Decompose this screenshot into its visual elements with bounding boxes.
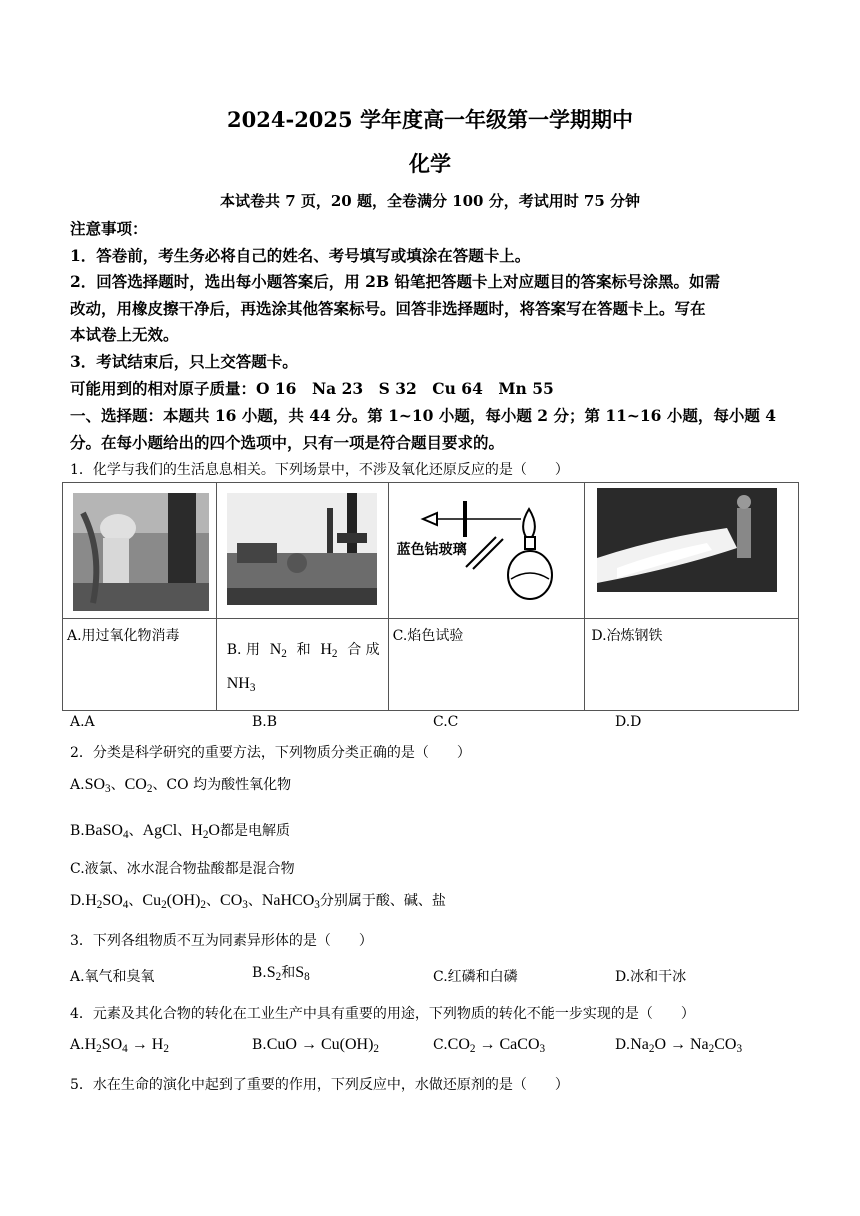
cobalt-glass-label: 蓝色钴玻璃 [396, 542, 467, 558]
formula-n2: $N_2$ [269, 641, 287, 660]
q1-stem: 1．化学与我们的生活息息相关。下列场景中，不涉及氧化还原反应的是（ ） [70, 462, 569, 478]
q1-option-c[interactable]: C.C [433, 714, 459, 730]
q2-option-a-text: 均为酸性氧化物 [193, 777, 292, 793]
q4-stem: 4．元素及其化合物的转化在工业生产中具有重要的用途，下列物质的转化不能一步实现的是（ ） [70, 1006, 695, 1022]
section-1-line1: 一、选择题：本题共 16 小题，共 44 分。第 1~10 小题，每小题 2 分；第 11~16 小题，每小题 4 [70, 406, 777, 425]
exam-title: 2024-2025 学年度高一年级第一学期期中 [227, 107, 633, 132]
q1-cell-a-label: A.用过氧化物消毒 [67, 628, 180, 644]
q1-cell-d-label: D.冶炼钢铁 [591, 628, 663, 644]
disinfection-photo [73, 493, 209, 611]
note-2-line3: 本试卷上无效。 [70, 325, 179, 344]
q1-cell-b [216, 619, 388, 711]
note-2-line2: 改动，用橡皮擦干净后，再选涂其他答案标号。回答非选择题时，将答案写在答题卡上。写在 [70, 299, 706, 318]
subject-title: 化学 [409, 151, 451, 176]
section-1-line2: 分。在每小题给出的四个选项中，只有一项是符合题目要求的。 [70, 433, 505, 452]
q1-cell-d [585, 619, 799, 711]
q3-option-b[interactable]: $B.S_2$和$S_8$ [252, 964, 310, 983]
q3-option-b-and: 和 [281, 965, 296, 981]
q1-option-b[interactable]: B.B [252, 714, 278, 730]
atomic-masses: 可能用到的相对原子质量：O 16 Na 23 S 32 Cu 64 Mn 55 [70, 379, 554, 398]
alcohol-lamp-icon [508, 551, 552, 599]
q4-option-b[interactable]: $B.CuO \to Cu(OH)_2$ [252, 1036, 380, 1055]
q1-image-cell-b [216, 483, 388, 619]
note-2-line1: 2．回答选择题时，选出每小题答案后，用 2B 铅笔把答题卡上对应题目的答案标号涂黑。如需 [70, 272, 720, 291]
q3-option-a[interactable]: A.氧气和臭氧 [70, 969, 155, 985]
q1-cell-c [388, 619, 585, 711]
q2-option-b-text: 都是电解质 [219, 823, 290, 839]
q5-stem: 5．水在生命的演化中起到了重要的作用，下列反应中，水做还原剂的是（ ） [70, 1077, 569, 1093]
ammonia-plant-photo [227, 493, 377, 605]
q1-image-cell-c [388, 483, 585, 619]
q1-option-d[interactable]: D.D [615, 714, 642, 730]
q1-cell-a [63, 619, 217, 711]
q2-option-d[interactable]: $D.H_2SO_4$、$Cu_2(OH)_2$、$CO_3$、NaHCO$_3$分别属于酸、碱、盐 [70, 892, 446, 911]
q2-option-d-text: 分别属于酸、碱、盐 [319, 893, 446, 909]
q2-option-a[interactable]: $A.SO_3$、$CO_2$、CO 均为酸性氧化物 [70, 776, 292, 795]
formula-h2: $H_2$ [320, 641, 338, 660]
exam-info: 本试卷共 7 页，20 题，全卷满分 100 分，考试用时 75 分钟 [219, 192, 641, 210]
eye-icon [423, 513, 437, 525]
steelmaking-photo [597, 488, 777, 592]
q1-cell-b-prefix: B. 用 [226, 642, 260, 658]
q4-option-c[interactable]: $C.CO_2$ → CaCO$_3$ [433, 1036, 546, 1055]
notes-heading: 注意事项： [70, 219, 148, 238]
q1-cell-b-and: 和 [296, 642, 311, 658]
q1-cell-b-suffix: 合 成 [347, 642, 380, 658]
q3-option-d[interactable]: D.冰和干冰 [615, 969, 687, 985]
q3-option-c[interactable]: C.红磷和白磷 [433, 969, 518, 985]
q1-image-cell-d [585, 483, 799, 619]
formula-nh3: $NH_3$ [226, 674, 256, 694]
q4-option-d[interactable]: $D.Na_2O \to Na_2CO_3$ [615, 1036, 743, 1055]
note-1: 1．答卷前，考生务必将自己的姓名、考号填写或填涂在答题卡上。 [70, 246, 531, 265]
q3-stem: 3．下列各组物质不互为同素异形体的是（ ） [70, 933, 373, 949]
q1-cell-c-label: C.焰色试验 [392, 628, 464, 644]
flame-icon [523, 509, 535, 537]
note-3: 3．考试结束后，只上交答题卡。 [70, 352, 298, 371]
q4-option-a[interactable]: $A.H_2SO_4 \to H_2$ [70, 1036, 169, 1055]
q1-option-a[interactable]: A.A [70, 714, 95, 730]
q1-scene-table [62, 482, 799, 711]
q1-image-cell-a [63, 483, 217, 619]
q2-stem: 2．分类是科学研究的重要方法，下列物质分类正确的是（ ） [70, 745, 471, 761]
cobalt-glass-plate [463, 501, 467, 537]
q2-option-c[interactable]: C.液氯、冰水混合物盐酸都是混合物 [70, 861, 295, 877]
q2-option-b[interactable]: B.BaSO$_4$、AgCl、$H_2O$都是电解质 [70, 822, 290, 841]
